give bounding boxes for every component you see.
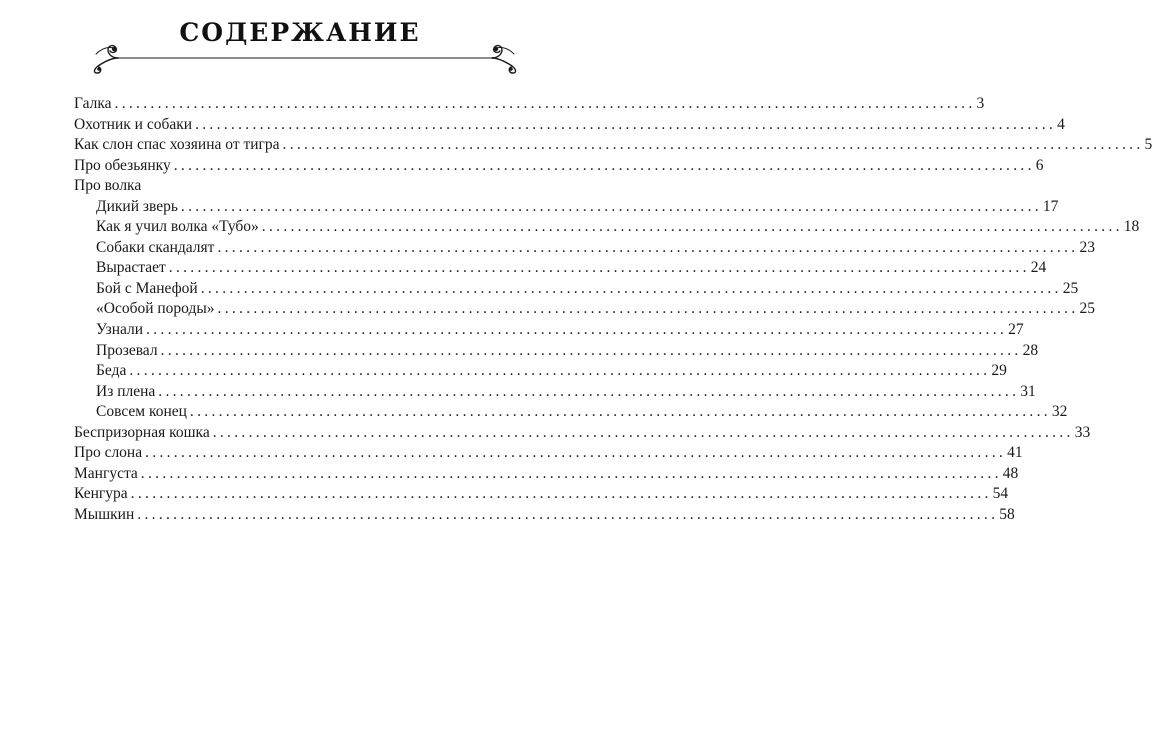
toc-dot-leader: ........................................................................................................................ bbox=[160, 341, 1022, 359]
toc-dot-leader: ........................................................................................................................ bbox=[217, 300, 1079, 318]
toc-entry-title: Как я учил волка «Тубо» bbox=[96, 218, 259, 236]
toc-entry-page-number: 41 bbox=[1007, 444, 1023, 462]
toc-entry-page-number: 5 bbox=[1144, 136, 1152, 154]
toc-entry bbox=[74, 382, 1036, 403]
toc-entry-title: Беда bbox=[96, 362, 127, 380]
toc-dot-leader: ........................................................................................................................ bbox=[180, 197, 1042, 215]
toc-entry-title: Прозевал bbox=[96, 341, 158, 359]
toc-entry-page-number: 48 bbox=[1002, 464, 1019, 482]
toc-entry bbox=[74, 443, 1023, 464]
toc-entry bbox=[74, 320, 1024, 341]
toc-entry bbox=[74, 299, 1096, 320]
toc-entry-title: Совсем конец bbox=[96, 403, 187, 421]
toc-entry-title: Вырастает bbox=[96, 259, 166, 277]
toc-entry-page-number: 58 bbox=[999, 505, 1015, 523]
toc-entry bbox=[74, 484, 1009, 505]
toc-entry bbox=[74, 423, 1091, 444]
toc-entry-title: Дикий зверь bbox=[96, 197, 178, 215]
toc-dot-leader: ........................................................................................................................ bbox=[158, 382, 1020, 400]
toc-dot-leader: ........................................................................................................................ bbox=[261, 218, 1123, 236]
toc-entry-page-number: 3 bbox=[976, 95, 985, 112]
toc-entry bbox=[74, 402, 1068, 423]
toc-entry-page-number: 25 bbox=[1079, 300, 1096, 318]
toc-dot-leader: ........................................................................................................................ bbox=[212, 423, 1074, 441]
toc-entry bbox=[74, 156, 1044, 177]
toc-dot-leader: ........................................................................................................................ bbox=[195, 115, 1057, 133]
toc-dot-leader: ........................................................................................................................ bbox=[129, 362, 991, 380]
toc-dot-leader: ........................................................................................................................ bbox=[145, 444, 1007, 462]
toc-dot-leader: ........................................................................................................................ bbox=[200, 279, 1062, 297]
toc-entry-title: «Особой породы» bbox=[96, 300, 215, 318]
toc-entry-title: Мангуста bbox=[74, 464, 138, 482]
toc-entry bbox=[74, 217, 1140, 238]
toc-entry-page-number: 18 bbox=[1123, 218, 1140, 236]
toc-entry-title: Из плена bbox=[96, 382, 156, 400]
toc-entry-page-number: 31 bbox=[1020, 382, 1036, 400]
toc-entry-page-number: 17 bbox=[1042, 197, 1059, 215]
toc-entry bbox=[74, 361, 1007, 382]
toc-entry-title: Собаки скандалят bbox=[96, 238, 215, 256]
toc-dot-leader: ........................................................................................................................ bbox=[137, 505, 999, 523]
toc-entry-page-number: 24 bbox=[1030, 259, 1047, 277]
toc-entry-title: Как слон спас хозяина от тигра bbox=[74, 136, 280, 154]
toc-entry bbox=[74, 505, 1015, 526]
toc-entry bbox=[74, 238, 1095, 259]
toc-entry-title: Мышкин bbox=[74, 505, 135, 523]
toc-entry-title: Бой с Манефой bbox=[96, 279, 198, 297]
toc-entry-page-number: 32 bbox=[1051, 403, 1068, 421]
toc-dot-leader: ........................................................................................................................ bbox=[282, 136, 1144, 154]
toc-entry-page-number: 28 bbox=[1022, 341, 1039, 359]
toc-entry-page-number: 29 bbox=[991, 362, 1007, 380]
toc-entry-page-number: 23 bbox=[1079, 238, 1095, 256]
toc-entry-page-number: 54 bbox=[992, 485, 1009, 503]
toc-entry-page-number: 33 bbox=[1074, 423, 1091, 441]
toc-entry bbox=[74, 135, 1152, 156]
toc-dot-leader: ........................................................................................................................ bbox=[114, 95, 976, 112]
toc-entry-page-number: 25 bbox=[1062, 279, 1079, 297]
toc-dot-leader: ........................................................................................................................ bbox=[140, 464, 1002, 482]
toc-entry-title: Кенгура bbox=[74, 485, 128, 503]
toc-dot-leader: ........................................................................................................................ bbox=[146, 321, 1008, 339]
toc-entry bbox=[74, 94, 985, 115]
toc-dot-leader: ........................................................................................................................ bbox=[217, 238, 1079, 256]
toc-entry bbox=[74, 197, 1059, 218]
toc-entry-title: Про обезьянку bbox=[74, 156, 171, 174]
page-title: СОДЕРЖАНИЕ bbox=[179, 18, 421, 47]
toc-dot-leader: ........................................................................................................................ bbox=[173, 156, 1035, 174]
table-of-contents bbox=[74, 94, 1152, 525]
toc-entry-title: Беспризорная кошка bbox=[74, 423, 210, 441]
toc-entry-title: Про волка bbox=[74, 177, 142, 195]
toc-entry bbox=[74, 279, 1079, 300]
toc-entry bbox=[74, 258, 1047, 279]
toc-entry bbox=[74, 176, 528, 197]
toc-entry-title: Про слона bbox=[74, 444, 143, 462]
toc-entry-title: Охотник и собаки bbox=[74, 115, 193, 133]
toc-entry bbox=[74, 464, 1019, 485]
toc-dot-leader: ........................................................................................................................ bbox=[130, 485, 992, 503]
toc-entry-page-number: 6 bbox=[1035, 156, 1044, 174]
toc-dot-leader: ........................................................................................................................ bbox=[168, 259, 1030, 277]
toc-dot-leader: ........................................................................................................................ bbox=[189, 403, 1051, 421]
toc-entry bbox=[74, 115, 1065, 136]
toc-entry bbox=[74, 341, 1039, 362]
decorative-divider-ornament bbox=[90, 40, 520, 76]
toc-entry-page-number: 27 bbox=[1008, 321, 1024, 339]
toc-entry-title: Узнали bbox=[96, 321, 144, 339]
toc-entry-title: Галка bbox=[74, 95, 112, 112]
toc-entry-page-number: 4 bbox=[1057, 115, 1065, 133]
